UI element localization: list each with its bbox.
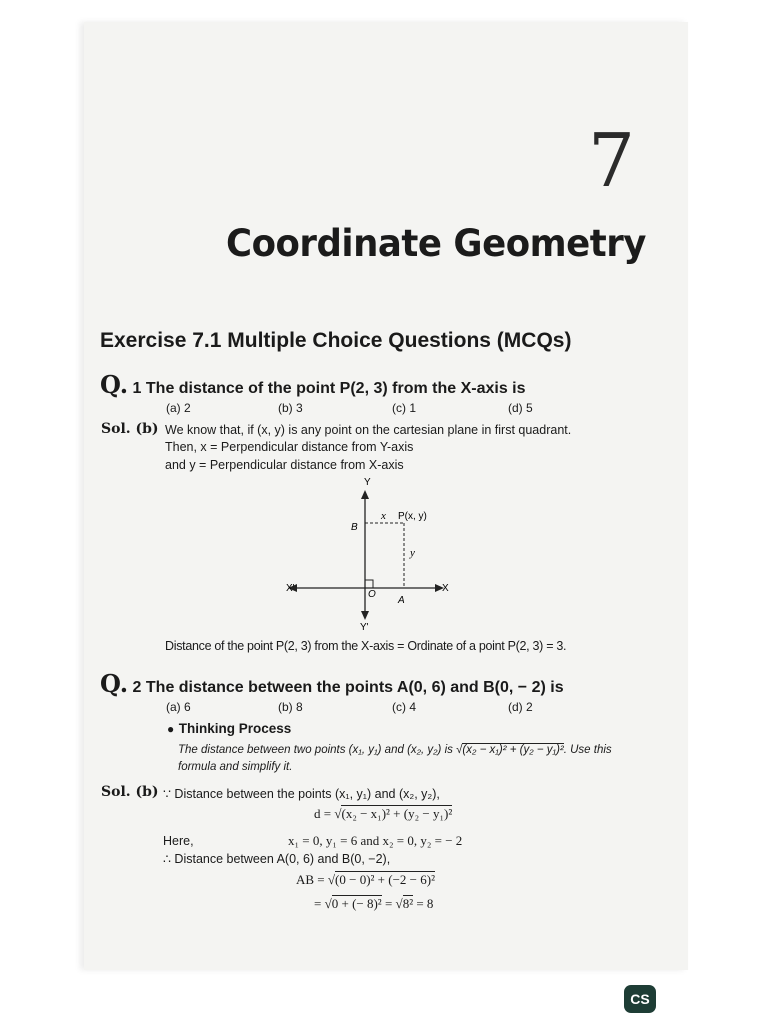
option-b: (b) 8 xyxy=(278,700,303,714)
sqrt-symbol: √ xyxy=(327,872,336,887)
label-y-bottom: Y' xyxy=(360,622,369,633)
thinking-process-heading xyxy=(167,720,291,738)
thinking-text: . Use this xyxy=(563,744,612,756)
question-2 xyxy=(100,669,564,698)
formula-lhs: d = xyxy=(314,806,332,821)
equals: = xyxy=(314,896,322,911)
label-a: A xyxy=(398,595,405,606)
camscanner-badge: CS xyxy=(624,985,656,1013)
ab-lhs: AB = xyxy=(296,872,325,887)
option-d: (d) 2 xyxy=(508,700,533,714)
y-axis-arrow-up xyxy=(361,490,369,499)
option-b: (b) 3 xyxy=(278,401,303,415)
option-a: (a) 6 xyxy=(166,700,191,714)
option-d: (d) 5 xyxy=(508,401,533,415)
solution-label: Sol. (b) xyxy=(101,784,159,800)
question-text: The distance between the points A(0, 6) and B(0, − 2) is xyxy=(145,679,564,696)
here-label: Here, xyxy=(163,834,194,848)
label-origin: O xyxy=(368,589,376,600)
label-y-top: Y xyxy=(364,477,371,488)
equals: = xyxy=(381,896,396,911)
thinking-formula: (x₂ − x₁)² + (y₂ − y₁)² xyxy=(462,744,564,756)
y-axis-arrow-down xyxy=(361,611,369,620)
question-number: 2 xyxy=(132,679,142,696)
ab-radicand: (0 − 0)² + (−2 − 6)² xyxy=(335,872,435,887)
solution-line: ∵ Distance between the points (x₁, y₁) and (x₂, y₂), xyxy=(163,787,440,801)
solution-line: Then, x = Perpendicular distance from Y-axis xyxy=(165,440,414,454)
option-c: (c) 4 xyxy=(392,700,416,714)
therefore-line: ∴ Distance between A(0, 6) and B(0, −2), xyxy=(163,852,391,866)
chapter-title: Coordinate Geometry xyxy=(226,222,646,265)
question-mark: Q. xyxy=(100,669,129,698)
solution-label: Sol. (b) xyxy=(101,421,159,437)
solution-line: We know that, if (x, y) is any point on the cartesian plane in first quadrant. xyxy=(165,423,572,437)
question-number: 1 xyxy=(132,380,142,397)
ab-simplified xyxy=(314,896,433,912)
exercise-heading: Exercise 7.1 Multiple Choice Questions (MCQs) xyxy=(100,329,572,352)
radicand-2: 8² xyxy=(402,896,414,911)
option-a: (a) 2 xyxy=(166,401,191,415)
sqrt-symbol: √ xyxy=(334,806,342,821)
radicand-1: 0 + (− 8)² xyxy=(331,896,382,911)
label-y-distance: y xyxy=(410,547,415,559)
label-b: B xyxy=(351,522,358,533)
thinking-process-title: Thinking Process xyxy=(178,721,292,736)
distance-formula xyxy=(314,806,452,822)
option-c: (c) 1 xyxy=(392,401,416,415)
label-point-p: P(x, y) xyxy=(398,511,427,522)
q1-conclusion: Distance of the point P(2, 3) from the X-axis = Ordinate of a point P(2, 3) = 3. xyxy=(165,639,567,653)
label-x-right: X xyxy=(442,583,449,594)
right-angle-mark xyxy=(365,580,373,588)
ab-equation xyxy=(296,872,435,888)
sqrt-symbol: √ xyxy=(395,896,403,911)
thinking-process-line: formula and simplify it. xyxy=(178,761,293,773)
formula-radicand: (x₂ − x₁)² + (y₂ − y₁)² xyxy=(341,806,453,821)
question-text: The distance of the point P(2, 3) from the X-axis is xyxy=(145,380,526,397)
chapter-number: 7 xyxy=(588,118,636,204)
sqrt-symbol: √ xyxy=(324,896,332,911)
label-x-distance: x xyxy=(381,510,386,522)
coordinate-figure xyxy=(280,476,460,636)
thinking-process-line xyxy=(178,744,612,756)
sqrt-symbol: √ xyxy=(456,744,463,756)
question-mark: Q. xyxy=(100,370,129,399)
here-values: x₁ = 0, y₁ = 6 and x₂ = 0, y₂ = − 2 xyxy=(288,833,463,848)
label-x-left: X' xyxy=(286,583,295,594)
solution-line: and y = Perpendicular distance from X-axis xyxy=(165,458,404,472)
thinking-text: The distance between two points (x₁, y₁) and (x₂, y₂) is xyxy=(178,744,453,756)
question-1 xyxy=(100,370,526,399)
result: = 8 xyxy=(413,896,434,911)
bulb-icon: ● xyxy=(167,722,175,736)
